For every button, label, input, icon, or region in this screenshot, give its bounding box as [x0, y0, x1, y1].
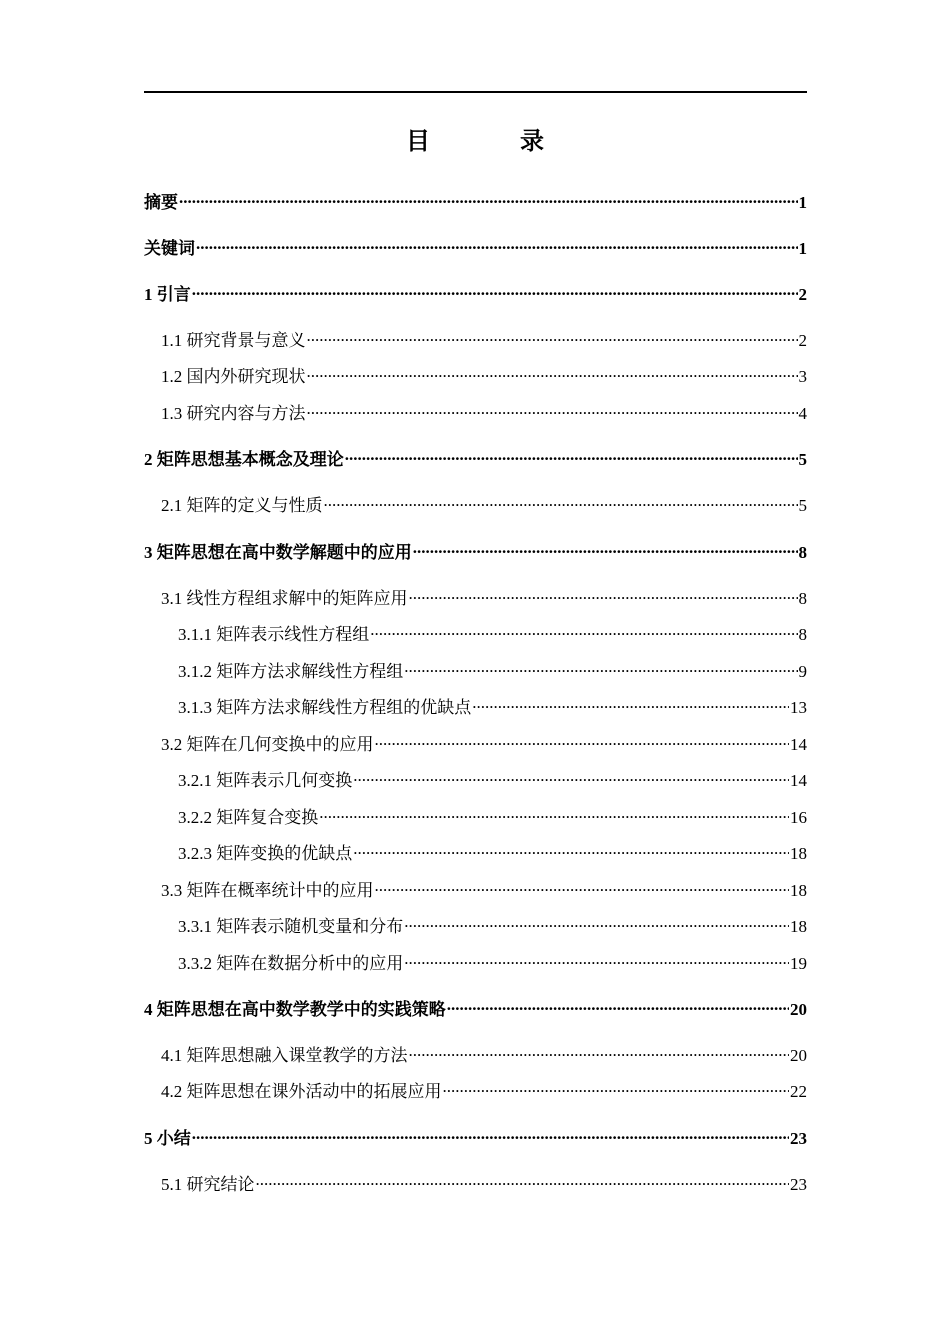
toc-leader-dots	[375, 878, 790, 896]
toc-entry-label: 1.1 研究背景与意义	[161, 331, 306, 350]
toc-page-number: 9	[798, 662, 807, 681]
toc-entry[interactable]	[144, 1079, 807, 1104]
toc-page-number: 22	[790, 1082, 807, 1101]
toc-entry-label: 4.1 矩阵思想融入课堂教学的方法	[161, 1046, 408, 1065]
toc-leader-dots	[324, 493, 798, 511]
toc-page-number: 1	[798, 193, 807, 212]
toc-entry[interactable]	[144, 1172, 807, 1197]
toc-entry[interactable]	[144, 328, 807, 353]
toc-page-number: 1	[798, 239, 807, 258]
toc-leader-dots	[353, 841, 789, 859]
toc-entry[interactable]	[144, 1126, 807, 1151]
toc-entry-label: 3.1.1 矩阵表示线性方程组	[178, 625, 370, 644]
toc-entry-label: 1.2 国内外研究现状	[161, 367, 306, 386]
toc-entry[interactable]	[144, 236, 807, 261]
toc-page-number: 19	[790, 954, 807, 973]
toc-leader-dots	[192, 1126, 789, 1144]
toc-leader-dots	[196, 236, 798, 254]
toc-entry-label: 摘要	[144, 193, 178, 212]
toc-entry[interactable]	[144, 659, 807, 684]
toc-entry-label: 3.2 矩阵在几何变换中的应用	[161, 735, 374, 754]
toc-page-number: 8	[798, 625, 807, 644]
toc-page-number: 14	[790, 735, 807, 754]
toc-entry-label: 3.2.3 矩阵变换的优缺点	[178, 844, 353, 863]
toc-page-number: 13	[790, 698, 807, 717]
toc-entry-label: 4 矩阵思想在高中数学教学中的实践策略	[144, 1000, 446, 1019]
toc-entry[interactable]	[144, 768, 807, 793]
toc-leader-dots	[472, 695, 789, 713]
toc-entry[interactable]	[144, 878, 807, 903]
toc-entry-label: 3.3.1 矩阵表示随机变量和分布	[178, 917, 404, 936]
toc-page-number: 18	[790, 881, 807, 900]
toc-entry[interactable]	[144, 190, 807, 215]
toc-leader-dots	[192, 282, 798, 300]
toc-leader-dots	[409, 1043, 790, 1061]
toc-leader-dots	[319, 805, 789, 823]
toc-entry-label: 2.1 矩阵的定义与性质	[161, 496, 323, 515]
toc-entry-label: 关键词	[144, 239, 195, 258]
toc-entry-label: 3 矩阵思想在高中数学解题中的应用	[144, 543, 412, 562]
toc-entry-label: 3.3.2 矩阵在数据分析中的应用	[178, 954, 404, 973]
toc-page-number: 18	[790, 917, 807, 936]
toc-leader-dots	[307, 328, 798, 346]
toc-page-number: 2	[798, 285, 807, 304]
toc-entry-label: 2 矩阵思想基本概念及理论	[144, 450, 344, 469]
toc-page-number: 3	[798, 367, 807, 386]
toc-title: 目 录	[406, 129, 586, 155]
toc-leader-dots	[404, 659, 797, 677]
toc-leader-dots	[447, 997, 789, 1015]
toc-leader-dots	[179, 190, 798, 208]
toc-entry[interactable]	[144, 732, 807, 757]
toc-leader-dots	[404, 914, 789, 932]
toc-leader-dots	[409, 586, 798, 604]
toc-page-number: 18	[790, 844, 807, 863]
toc-leader-dots	[413, 540, 798, 558]
toc-entry-label: 3.1.3 矩阵方法求解线性方程组的优缺点	[178, 698, 472, 717]
toc-entry-label: 5.1 研究结论	[161, 1175, 255, 1194]
toc-leader-dots	[404, 951, 789, 969]
toc-entry[interactable]	[144, 1043, 807, 1068]
toc-page-number: 8	[798, 543, 807, 562]
toc-page-number: 5	[798, 450, 807, 469]
toc-entry-label: 3.1 线性方程组求解中的矩阵应用	[161, 589, 408, 608]
toc-entry[interactable]	[144, 447, 807, 472]
toc-entry[interactable]	[144, 401, 807, 426]
toc-leader-dots	[307, 364, 798, 382]
toc-entry[interactable]	[144, 695, 807, 720]
header-rule	[144, 91, 807, 93]
toc-page-number: 20	[790, 1000, 807, 1019]
toc-page-number: 2	[798, 331, 807, 350]
toc-entry[interactable]	[144, 841, 807, 866]
toc-page-number: 20	[790, 1046, 807, 1065]
toc-entry-label: 3.2.2 矩阵复合变换	[178, 808, 319, 827]
toc-page-number: 16	[790, 808, 807, 827]
toc-entry[interactable]	[144, 914, 807, 939]
toc-leader-dots	[443, 1079, 790, 1097]
toc-entry[interactable]	[144, 586, 807, 611]
toc-entry-label: 3.1.2 矩阵方法求解线性方程组	[178, 662, 404, 681]
toc-entry[interactable]	[144, 951, 807, 976]
toc-leader-dots	[256, 1172, 790, 1190]
toc-page-number: 23	[790, 1175, 807, 1194]
toc-entry[interactable]	[144, 997, 807, 1022]
toc-entry-label: 4.2 矩阵思想在课外活动中的拓展应用	[161, 1082, 442, 1101]
toc-page-number: 23	[790, 1129, 807, 1148]
toc-entry[interactable]	[144, 622, 807, 647]
toc-page-number: 5	[798, 496, 807, 515]
toc-leader-dots	[353, 768, 789, 786]
toc-entry-label: 3.3 矩阵在概率统计中的应用	[161, 881, 374, 900]
toc-entry-label: 3.2.1 矩阵表示几何变换	[178, 771, 353, 790]
toc-entry[interactable]	[144, 282, 807, 307]
toc-entry[interactable]	[144, 364, 807, 389]
toc-leader-dots	[375, 732, 790, 750]
toc-page-number: 8	[798, 589, 807, 608]
toc-leader-dots	[370, 622, 797, 640]
toc-leader-dots	[307, 401, 798, 419]
toc-page-number: 14	[790, 771, 807, 790]
toc-entry-label: 5 小结	[144, 1129, 191, 1148]
toc-entry[interactable]	[144, 540, 807, 565]
toc-entry-label: 1 引言	[144, 285, 191, 304]
toc-entry[interactable]	[144, 493, 807, 518]
toc-leader-dots	[345, 447, 798, 465]
toc-entry[interactable]	[144, 805, 807, 830]
toc-page-number: 4	[798, 404, 807, 423]
toc-entry-label: 1.3 研究内容与方法	[161, 404, 306, 423]
